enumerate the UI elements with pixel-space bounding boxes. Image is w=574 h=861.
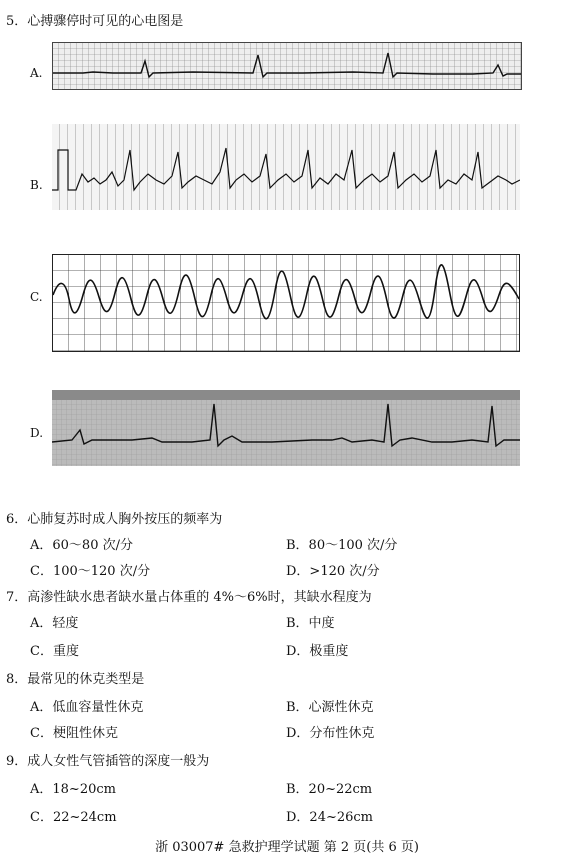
q7-option-b: B．中度 <box>286 616 335 631</box>
q5-option-c-label: C. <box>30 290 43 304</box>
q5-option-b-label: B. <box>30 178 43 192</box>
q8-option-c: C．梗阻性休克 <box>30 726 118 741</box>
ecg-strip-b <box>52 124 520 210</box>
q9-option-b: B．20~22cm <box>286 782 373 797</box>
q8-option-d: D．分布性休克 <box>286 726 375 741</box>
q9-stem: 9．成人女性气管插管的深度一般为 <box>6 754 210 769</box>
q9-option-c: C．22~24cm <box>30 810 117 825</box>
q7-stem: 7．高渗性缺水患者缺水量占体重的 4%～6%时，其缺水程度为 <box>6 590 372 605</box>
ecg-strip-a <box>52 42 522 90</box>
ecg-trace-a <box>53 43 521 89</box>
q6-option-a: A．60～80 次/分 <box>30 538 133 553</box>
q6-stem: 6．心肺复苏时成人胸外按压的频率为 <box>6 512 223 527</box>
q6-option-c: C．100～120 次/分 <box>30 564 151 579</box>
q9-option-d: D．24~26cm <box>286 810 374 825</box>
q9-option-a: A．18~20cm <box>30 782 116 797</box>
ecg-trace-c <box>53 255 519 351</box>
page-footer: 浙 03007# 急救护理学试题 第 2 页(共 6 页) <box>155 840 419 855</box>
q7-option-d: D．极重度 <box>286 644 349 659</box>
q8-option-a: A．低血容量性休克 <box>30 700 144 715</box>
ecg-trace-d <box>52 390 520 466</box>
q8-stem: 8．最常见的休克类型是 <box>6 672 145 687</box>
q6-option-d: D．>120 次/分 <box>286 564 380 579</box>
q7-option-c: C．重度 <box>30 644 79 659</box>
q5-option-d-label: D. <box>30 426 44 440</box>
ecg-strip-d <box>52 390 520 466</box>
q8-option-b: B．心源性休克 <box>286 700 374 715</box>
q7-option-a: A．轻度 <box>30 616 79 631</box>
ecg-trace-b <box>52 124 520 210</box>
q5-stem: 5．心搏骤停时可见的心电图是 <box>6 14 184 29</box>
q6-option-b: B．80～100 次/分 <box>286 538 398 553</box>
q5-option-a-label: A. <box>30 66 43 80</box>
ecg-strip-c <box>52 254 520 352</box>
